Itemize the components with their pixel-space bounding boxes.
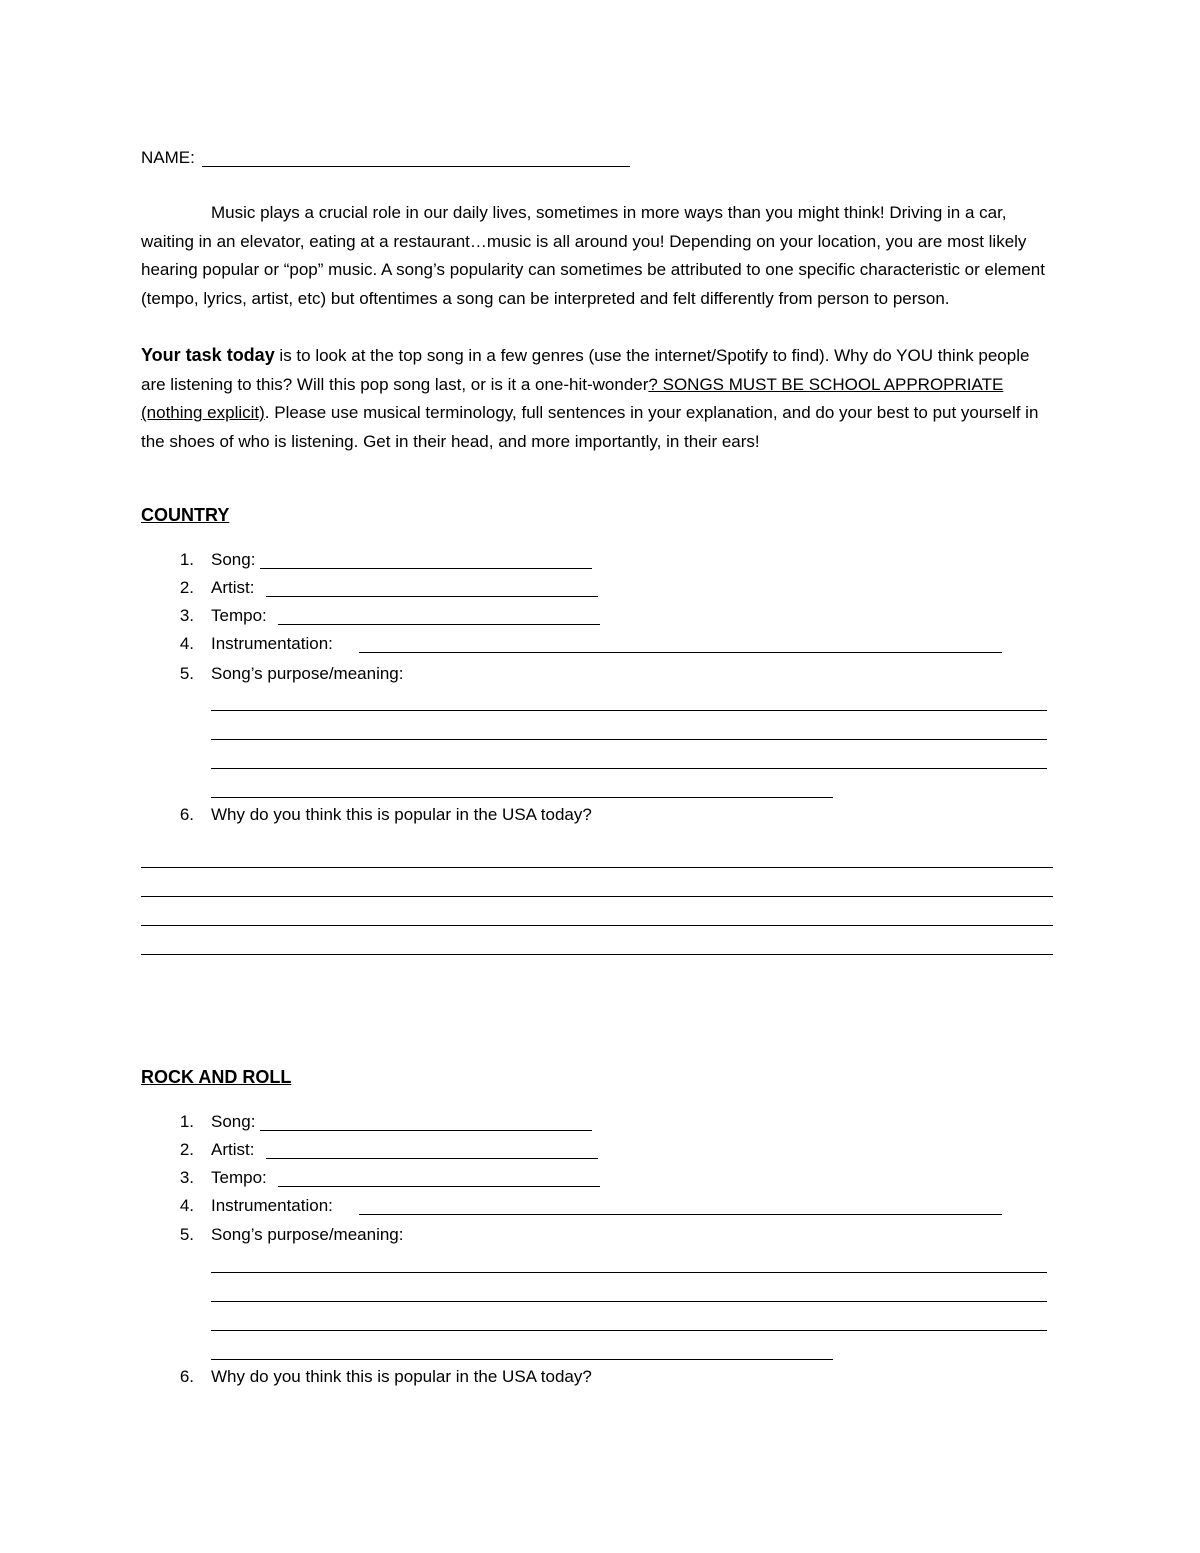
popularity-question: Why do you think this is popular in the USA today? xyxy=(211,805,592,824)
purpose-blank-line[interactable] xyxy=(211,768,1047,769)
purpose-blank-line[interactable] xyxy=(211,1359,833,1360)
answer-blank-line[interactable] xyxy=(141,867,1053,868)
song-label: Song: xyxy=(211,1112,256,1131)
task-text-a: is to look at the top song in a few genres (use the internet/Spotify to find). Why do YOU think people are listening to this? Will this pop song last, or is it a one-hit-wonder xyxy=(141,346,1030,394)
item-number: 2. xyxy=(179,1140,194,1159)
tempo-label: Tempo: xyxy=(211,1168,267,1187)
popularity-question: Why do you think this is popular in the USA today? xyxy=(211,1367,592,1386)
artist-label: Artist: xyxy=(211,578,255,597)
task-lead: Your task today xyxy=(141,345,275,365)
purpose-label: Song’s purpose/meaning: xyxy=(211,1225,404,1244)
instrumentation-blank[interactable] xyxy=(359,652,1002,653)
item-number: 6. xyxy=(179,1367,194,1386)
purpose-blank-line[interactable] xyxy=(211,797,833,798)
item-number: 4. xyxy=(179,634,194,653)
instrumentation-label: Instrumentation: xyxy=(211,1196,333,1215)
item-number: 5. xyxy=(179,664,194,683)
instrumentation-blank[interactable] xyxy=(359,1214,1002,1215)
song-label: Song: xyxy=(211,550,256,569)
answer-blank-line[interactable] xyxy=(141,954,1053,955)
song-blank[interactable] xyxy=(260,568,592,569)
purpose-blank-line[interactable] xyxy=(211,710,1047,711)
item-number: 6. xyxy=(179,805,194,824)
artist-blank[interactable] xyxy=(266,1158,598,1159)
item-number: 1. xyxy=(179,550,194,569)
section-heading-rock-and-roll: ROCK AND ROLL xyxy=(141,1067,292,1087)
item-number: 3. xyxy=(179,606,194,625)
song-blank[interactable] xyxy=(260,1130,592,1131)
answer-blank-line[interactable] xyxy=(141,896,1053,897)
task-appropriate-note: ? SONGS MUST BE SCHOOL APPROPRIATE (nothing explicit) xyxy=(141,374,1004,423)
task-paragraph xyxy=(141,341,1056,456)
tempo-label: Tempo: xyxy=(211,606,267,625)
purpose-blank-line[interactable] xyxy=(211,1272,1047,1273)
task-text-b: . Please use musical terminology, full sentences in your explanation, and do your best to put yourself in the shoes of who is listening. Get in their head, and more importantly, in their ears! xyxy=(141,403,1039,451)
item-number: 4. xyxy=(179,1196,194,1215)
section-heading-country: COUNTRY xyxy=(141,505,230,525)
tempo-blank[interactable] xyxy=(278,624,600,625)
item-number: 2. xyxy=(179,578,194,597)
item-number: 3. xyxy=(179,1168,194,1187)
name-blank[interactable] xyxy=(202,166,630,167)
answer-blank-line[interactable] xyxy=(141,925,1053,926)
intro-paragraph: Music plays a crucial role in our daily lives, sometimes in more ways than you might think! Driving in a car, waiting in an elevator, eating at a restaurant…music is all around you! Depending on your location, you are most likely hearing popular or “pop” music. A song’s popularity can sometimes be attributed to one specific characteristic or element (tempo, lyrics, artist, etc) but oftentimes a song can be interpreted and felt differently from person to person. xyxy=(141,203,1045,308)
purpose-blank-line[interactable] xyxy=(211,739,1047,740)
purpose-blank-line[interactable] xyxy=(211,1301,1047,1302)
tempo-blank[interactable] xyxy=(278,1186,600,1187)
artist-blank[interactable] xyxy=(266,596,598,597)
item-number: 5. xyxy=(179,1225,194,1244)
purpose-blank-line[interactable] xyxy=(211,1330,1047,1331)
instrumentation-label: Instrumentation: xyxy=(211,634,333,653)
name-label: NAME: xyxy=(141,148,195,167)
purpose-label: Song’s purpose/meaning: xyxy=(211,664,404,683)
artist-label: Artist: xyxy=(211,1140,255,1159)
item-number: 1. xyxy=(179,1112,194,1131)
